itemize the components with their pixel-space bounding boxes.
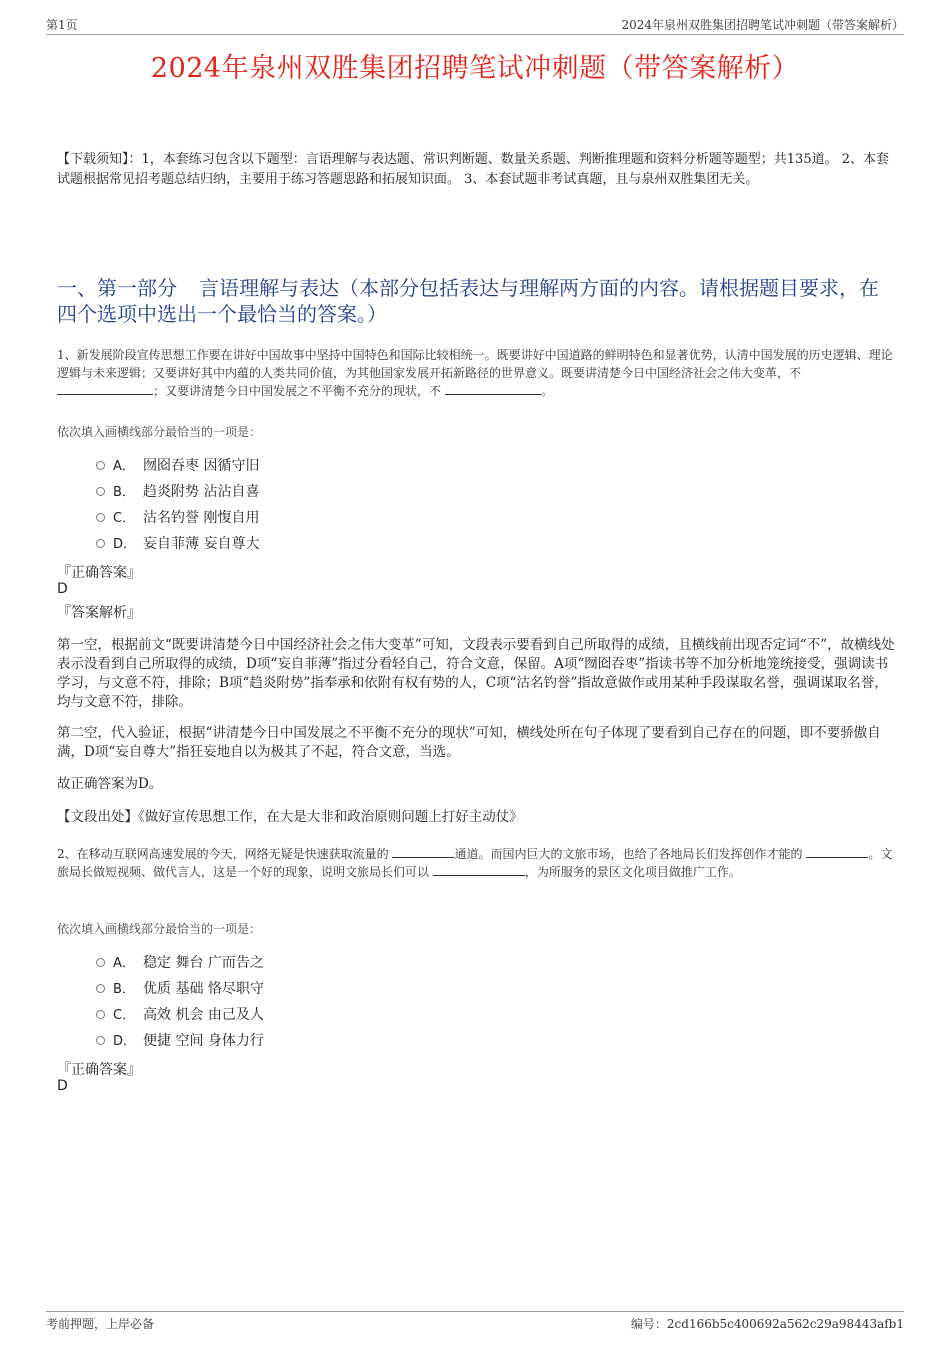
- option-text: 沽名钓誉 刚愎自用: [143, 510, 260, 526]
- question-1-analysis-label: 『答案解析』: [57, 605, 141, 621]
- question-2-option-c[interactable]: [96, 1005, 264, 1025]
- question-2-answer: D: [57, 1078, 68, 1094]
- option-letter: A．: [113, 956, 135, 971]
- question-2-option-a[interactable]: [96, 953, 264, 973]
- question-2-answer-label: 『正确答案』: [57, 1062, 141, 1078]
- radio-icon[interactable]: [96, 487, 105, 496]
- question-1-source: 【文段出处】《做好宣传思想工作，在大是大非和政治原则问题上打好主动仗》: [57, 809, 523, 825]
- answer-blank: [433, 863, 525, 876]
- question-1-option-c[interactable]: [96, 508, 259, 528]
- radio-icon[interactable]: [96, 1010, 105, 1019]
- answer-blank: [445, 382, 541, 395]
- header-doc-title: 2024年泉州双胜集团招聘笔试冲刺题（带答案解析）: [621, 18, 904, 32]
- question-1-answer: D: [57, 581, 68, 597]
- option-text: 便捷 空间 身体力行: [143, 1033, 264, 1049]
- q1-text-b: ；又要讲清楚今日中国发展之不平衡不充分的现状，不: [153, 384, 442, 398]
- option-text: 高效 机会 由己及人: [143, 1007, 264, 1023]
- option-letter: C．: [113, 1008, 136, 1023]
- section-text: 言语理解与表达（本部分包括表达与理解两方面的内容。请根据题目要求，在四个选项中选出一个最恰当的答案。）: [57, 276, 879, 326]
- question-1-conclusion: 故正确答案为D。: [57, 776, 163, 792]
- question-2-option-d[interactable]: [96, 1031, 264, 1051]
- section-heading: [57, 275, 897, 327]
- q1-text-a: 1、新发展阶段宣传思想工作要在讲好中国故事中坚持中国特色和国际比较相统一。既要讲好中国道路的鲜明特色和显著优势，认清中国发展的历史逻辑、理论逻辑与未来逻辑；又要讲好其中内蕴的人类共同价值，为其他国家发展开拓新路径的世界意义。既要讲清楚今日中国经济社会之伟大变革，不: [57, 348, 893, 380]
- option-letter: B．: [113, 485, 135, 500]
- question-1-option-d[interactable]: [96, 534, 259, 554]
- radio-icon[interactable]: [96, 539, 105, 548]
- q1-text-c: 。: [540, 384, 553, 398]
- q2-text-c: 。文旅局长做短视频、做代言人，这是一个好的现象，说明文旅局长们可以: [57, 847, 893, 879]
- question-2-stem: [57, 845, 897, 881]
- download-notice: 【下载须知】：1，本套练习包含以下题型：言语理解与表达题、常识判断题、数量关系题、判断推理题和资料分析题等题型；共135道。 2、本套试题根据常见招考题总结归纳，主要用于练习答题思路和拓展知识面。 3、本套试题非考试真题，且与泉州双胜集团无关。: [57, 152, 889, 187]
- question-1-stem: [57, 346, 897, 400]
- option-letter: D．: [113, 1034, 137, 1049]
- answer-blank: [392, 845, 454, 858]
- document-title: 2024年泉州双胜集团招聘笔试冲刺题（带答案解析）: [150, 53, 800, 84]
- option-text: 妄自菲薄 妄自尊大: [143, 536, 260, 552]
- q2-text-a: 2、在移动互联网高速发展的今天，网络无疑是快速获取流量的: [57, 847, 389, 861]
- radio-icon[interactable]: [96, 461, 105, 470]
- q2-text-d: ，为所服务的景区文化项目做推广工作。: [524, 865, 741, 879]
- question-1-analysis-2: 第二空，代入验证，根据“讲清楚今日中国发展之不平衡不充分的现状”可知，横线处所在句子体现了要看到自己存在的问题，即不要骄傲自满，D项“妄自尊大”指狂妄地自以为极其了不起，符合文意，当选。: [57, 725, 881, 760]
- question-1-option-b[interactable]: [96, 482, 259, 502]
- option-letter: A．: [113, 459, 135, 474]
- question-1-prompt: 依次填入画横线部分最恰当的一项是：: [57, 425, 262, 439]
- radio-icon[interactable]: [96, 1036, 105, 1045]
- question-2-option-b[interactable]: [96, 979, 264, 999]
- question-1-answer-label: 『正确答案』: [57, 565, 141, 581]
- answer-blank: [806, 845, 868, 858]
- answer-blank: [57, 382, 153, 395]
- radio-icon[interactable]: [96, 513, 105, 522]
- question-1-analysis-1: 第一空，根据前文“既要讲清楚今日中国经济社会之伟大变革”可知，文段表示要看到自己所取得的成绩，且横线前出现否定词“不”，故横线处表示没看到自己所取得的成绩，D项“妄自菲薄”指过分看轻自己，符合文意，保留。A项“囫囵吞枣”指读书等不加分析地笼统接受，强调读书学习，与文意不符，排除；B项“趋炎附势”指奉承和依附有权有势的人，C项“沽名钓誉”指故意做作或用某种手段谋取名誉，强调谋取名誉，均与文意不符，排除。: [57, 637, 895, 710]
- section-label: 一、第一部分: [57, 276, 177, 300]
- option-text: 优质 基础 恪尽职守: [143, 981, 264, 997]
- question-1-option-a[interactable]: [96, 456, 259, 476]
- page-header: [46, 14, 904, 35]
- option-text: 囫囵吞枣 因循守旧: [143, 458, 260, 474]
- footer-serial: 编号：2cd166b5c400692a562c29a98443afb1: [630, 1317, 904, 1331]
- radio-icon[interactable]: [96, 958, 105, 967]
- question-2-prompt: 依次填入画横线部分最恰当的一项是：: [57, 922, 262, 936]
- option-text: 稳定 舞台 广而告之: [143, 955, 264, 971]
- option-text: 趋炎附势 沾沾自喜: [143, 484, 260, 500]
- option-letter: C．: [113, 511, 136, 526]
- page-number: 第1页: [46, 18, 78, 32]
- option-letter: D．: [113, 537, 137, 552]
- q2-text-b: 通道。而国内巨大的文旅市场，也给了各地局长们发挥创作才能的: [454, 847, 803, 861]
- option-letter: B．: [113, 982, 135, 997]
- page-footer: [46, 1311, 904, 1331]
- footer-slogan: 考前押题，上岸必备: [46, 1317, 155, 1331]
- radio-icon[interactable]: [96, 984, 105, 993]
